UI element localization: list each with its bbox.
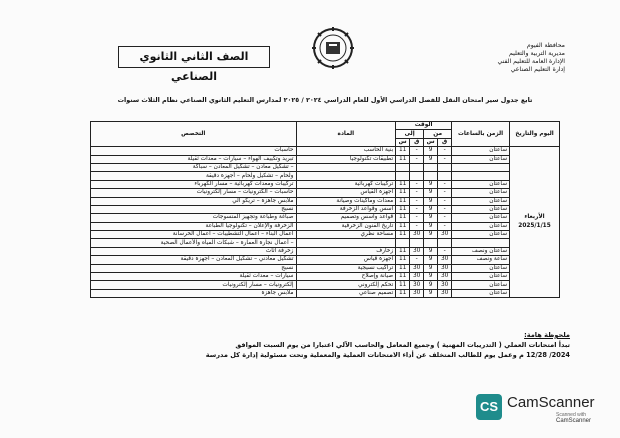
to-minutes-cell: -	[410, 180, 424, 188]
exam-schedule-table	[90, 121, 560, 298]
specialization-cell: صباغة وطباعة وتجهيز المنسوجات	[91, 214, 297, 222]
to-minutes-cell: -	[410, 256, 424, 264]
from-hours-cell: 9	[424, 214, 438, 222]
to-hours-cell	[396, 239, 410, 247]
important-notes	[90, 330, 570, 360]
from-hours-cell: 9	[424, 273, 438, 281]
table-row	[91, 155, 560, 163]
from-minutes-cell: -	[438, 180, 452, 188]
subject-cell: تصميم صناعي	[296, 289, 396, 297]
table-row	[91, 281, 560, 289]
to-hours-cell: 11	[396, 180, 410, 188]
subject-cell: تركيبات كهربائية	[296, 180, 396, 188]
to-minutes-cell	[410, 239, 424, 247]
header-line: إدارة التعليم الصناعي	[510, 66, 565, 73]
table-row	[91, 172, 560, 180]
specialization-cell: – تشكيل معادن – تشكيل المعادن – سباكة	[91, 163, 297, 171]
to-hours-cell	[396, 172, 410, 180]
subject-cell: تطبيقات تكنولوجيا	[296, 155, 396, 163]
to-hours-cell	[396, 163, 410, 171]
camscanner-brand: CamScanner	[507, 394, 595, 411]
subject-cell: تاريخ الفنون الزخرفية	[296, 222, 396, 230]
to-hours-cell: 11	[396, 281, 410, 289]
to-hours-cell: 11	[396, 231, 410, 239]
subject-cell: تحكم إلكتروني	[296, 281, 396, 289]
from-minutes-cell: -	[438, 205, 452, 213]
to-minutes-cell: -	[410, 155, 424, 163]
to-minutes-cell: 30	[410, 247, 424, 255]
from-hours-cell: 9	[424, 231, 438, 239]
to-minutes-cell: 30	[410, 273, 424, 281]
exam-date-cell	[510, 147, 560, 298]
from-hours-cell	[424, 239, 438, 247]
to-hours-cell: 11	[396, 256, 410, 264]
day-date-header: اليوم والتاريخ	[510, 122, 560, 147]
subject-cell: أجهزة القياس	[296, 189, 396, 197]
subject-cell	[296, 172, 396, 180]
from-hours-cell: 9	[424, 180, 438, 188]
table-row	[91, 264, 560, 272]
duration-cell	[452, 172, 510, 180]
to-hours-cell: 11	[396, 189, 410, 197]
from-minutes-cell: 30	[438, 281, 452, 289]
duration-cell: ساعتان	[452, 205, 510, 213]
header-line: الإدارة العامة للتعليم الفني	[497, 58, 565, 65]
specialization-cell: – أعمال نجارة العمارة – شبكات المياه والأعمال الصحية	[91, 239, 297, 247]
from-minutes-cell: -	[438, 222, 452, 230]
from-hours-header: س	[424, 138, 438, 146]
table-row	[91, 273, 560, 281]
duration-cell: ساعتان	[452, 281, 510, 289]
table-row	[91, 197, 560, 205]
from-hours-cell	[424, 172, 438, 180]
from-minutes-cell: 30	[438, 256, 452, 264]
to-minutes-cell: -	[410, 222, 424, 230]
from-minutes-cell: -	[438, 155, 452, 163]
duration-cell: ساعتان	[452, 214, 510, 222]
from-hours-cell: 9	[424, 289, 438, 297]
to-hours-cell: 11	[396, 289, 410, 297]
specialization-cell: أعمال البناء – أعمال التشطيبات – أعمال الخرسانة	[91, 231, 297, 239]
specialization-cell: ملابس جاهزة	[91, 289, 297, 297]
subject-cell: أجهزة قياس	[296, 256, 396, 264]
camscanner-small-brand: CamScanner	[556, 418, 592, 424]
subject-cell: معدات وماكينات وصيانة	[296, 197, 396, 205]
table-row	[91, 289, 560, 297]
specialization-cell: ملابس جاهزة – تريكو آلي	[91, 197, 297, 205]
from-minutes-cell	[438, 239, 452, 247]
subject-cell: مساحة نظري	[296, 231, 396, 239]
duration-cell: ساعتان	[452, 180, 510, 188]
from-hours-cell: 9	[424, 222, 438, 230]
specialization-cell: إلكترونيات – مسار إلكترونيات	[91, 281, 297, 289]
from-minutes-cell: -	[438, 189, 452, 197]
table-row	[91, 231, 560, 239]
notes-heading: ملحوظة هامة:	[524, 331, 570, 339]
from-hours-cell: 9	[424, 205, 438, 213]
table-row	[91, 247, 560, 255]
from-minutes-cell: -	[438, 247, 452, 255]
to-hours-cell: 11	[396, 197, 410, 205]
subject-cell: أسس وقواعد الزخرفة	[296, 205, 396, 213]
to-hours-cell: 11	[396, 214, 410, 222]
specialization-cell: حاسبات – الكترونيات – مسار إلكترونيات	[91, 189, 297, 197]
from-hours-cell: 9	[424, 147, 438, 155]
duration-cell	[452, 163, 510, 171]
duration-cell: ساعة ونصف	[452, 256, 510, 264]
table-row	[91, 163, 560, 171]
subject-cell: زخارف	[296, 247, 396, 255]
to-minutes-cell: -	[410, 214, 424, 222]
specialization-header: التخصص	[91, 122, 297, 147]
to-minutes-cell: 30	[410, 264, 424, 272]
to-hours-cell: 11	[396, 264, 410, 272]
from-minutes-cell	[438, 172, 452, 180]
camscanner-logo-icon: CS	[476, 394, 502, 420]
table-row	[91, 214, 560, 222]
subject-cell: قواعد وأسس وتصميم	[296, 214, 396, 222]
table-row	[91, 147, 560, 155]
specialization-cell: زخرفة أثاث	[91, 247, 297, 255]
from-minutes-cell: -	[438, 147, 452, 155]
to-hours-cell: 11	[396, 273, 410, 281]
subject-cell: تراكيب نسيجية	[296, 264, 396, 272]
specialization-cell: الزخرفة والإعلان – تكنولوجيا الطباعة	[91, 222, 297, 230]
duration-cell: ساعتان	[452, 222, 510, 230]
exam-date: 2025/1/15	[518, 223, 551, 230]
subject-cell: صيانة وإصلاح	[296, 273, 396, 281]
table-row	[91, 180, 560, 188]
from-minutes-cell: -	[438, 214, 452, 222]
table-row	[91, 189, 560, 197]
from-minutes-cell: 30	[438, 289, 452, 297]
grade-title: الصف الثاني الثانوي الصناعي	[118, 46, 270, 68]
to-hours-cell: 11	[396, 147, 410, 155]
from-minutes-cell: 30	[438, 264, 452, 272]
from-minutes-cell: -	[438, 197, 452, 205]
duration-cell: ساعتان	[452, 155, 510, 163]
table-row	[91, 222, 560, 230]
to-hours-cell: 11	[396, 222, 410, 230]
header-line: مديرية التربية والتعليم	[509, 50, 565, 57]
table-row	[91, 205, 560, 213]
scanned-with-label: Scanned with	[556, 412, 587, 418]
to-hours-cell: 11	[396, 205, 410, 213]
to-minutes-cell	[410, 163, 424, 171]
to-minutes-cell: 30	[410, 231, 424, 239]
duration-cell: ساعتان	[452, 147, 510, 155]
duration-cell	[452, 239, 510, 247]
subject-header: المادة	[296, 122, 396, 147]
time-header: الوقت	[396, 122, 452, 130]
from-hours-cell: 9	[424, 264, 438, 272]
to-header: إلى	[396, 130, 424, 138]
duration-header: الزمن بالساعات	[452, 122, 510, 147]
ministry-header	[455, 42, 565, 74]
ministry-logo-icon	[310, 26, 356, 70]
to-hours-header: س	[396, 138, 410, 146]
duration-cell: ساعتان	[452, 197, 510, 205]
from-hours-cell: 9	[424, 189, 438, 197]
subject-cell	[296, 239, 396, 247]
camscanner-watermark	[476, 392, 616, 430]
subject-cell	[296, 163, 396, 171]
specialization-cell: نسيج	[91, 264, 297, 272]
from-minutes-cell: 30	[438, 273, 452, 281]
from-hours-cell	[424, 163, 438, 171]
to-minutes-cell	[410, 172, 424, 180]
duration-cell: ساعتان	[452, 273, 510, 281]
duration-cell: ساعتان	[452, 231, 510, 239]
from-minutes-cell: 30	[438, 231, 452, 239]
table-row	[91, 239, 560, 247]
specialization-cell: حاسبات	[91, 147, 297, 155]
to-minutes-cell: -	[410, 197, 424, 205]
to-minutes-header: ق	[410, 138, 424, 146]
to-hours-cell: 11	[396, 155, 410, 163]
from-minutes-cell	[438, 163, 452, 171]
from-hours-cell: 9	[424, 197, 438, 205]
from-hours-cell: 9	[424, 256, 438, 264]
from-hours-cell: 9	[424, 247, 438, 255]
table-row	[91, 256, 560, 264]
specialization-cell: تشكيل معادني – تشكيل المعادن – أجهزة دقيقة	[91, 256, 297, 264]
from-header: من	[424, 130, 452, 138]
subject-cell: بنية الحاسب	[296, 147, 396, 155]
duration-cell: ساعتان	[452, 189, 510, 197]
to-minutes-cell: -	[410, 205, 424, 213]
from-hours-cell: 9	[424, 155, 438, 163]
to-hours-cell: 11	[396, 247, 410, 255]
exam-day: الأربعاء	[524, 214, 545, 221]
header-line: محافظة الفيوم	[526, 42, 565, 49]
specialization-cell: سيارات – معدات ثقيلة	[91, 273, 297, 281]
specialization-cell: ولحام – تشكيل ولحام – أجهزة دقيقة	[91, 172, 297, 180]
to-minutes-cell: 30	[410, 289, 424, 297]
to-minutes-cell: 30	[410, 281, 424, 289]
specialization-cell: تبريد وتكييف الهواء – سيارات – معدات ثقيلة	[91, 155, 297, 163]
schedule-subtitle: تابع جدول سير امتحان النقل للفصل الدراسي الأول للعام الدراسي ٢٠٢٤ / ٢٠٢٥ لمدارس التعليم الثانوي الصناعي نظام الثلاث سنوات	[117, 96, 533, 104]
notes-line: تبدأ امتحانات العملي ( التدريبات المهنية ) وجميع المعامل والحاسب الآلي اعتبارا من يوم السبت الموافق	[235, 341, 570, 349]
duration-cell: ساعتان	[452, 264, 510, 272]
notes-line: 2024/ 12/28 م وعمل يوم للطالب المتخلف عن أداء الامتحانات العملية والمعملية وتحت مسئولية إدارة كل مدرسة	[205, 351, 570, 359]
duration-cell: ساعتان ونصف	[452, 247, 510, 255]
specialization-cell: نسيج	[91, 205, 297, 213]
to-minutes-cell: -	[410, 147, 424, 155]
from-hours-cell: 9	[424, 281, 438, 289]
specialization-cell: تركيبات ومعدات كهربائية – مسار الكهرباء	[91, 180, 297, 188]
from-minutes-header: ق	[438, 138, 452, 146]
duration-cell: ساعتان	[452, 289, 510, 297]
to-minutes-cell: -	[410, 189, 424, 197]
